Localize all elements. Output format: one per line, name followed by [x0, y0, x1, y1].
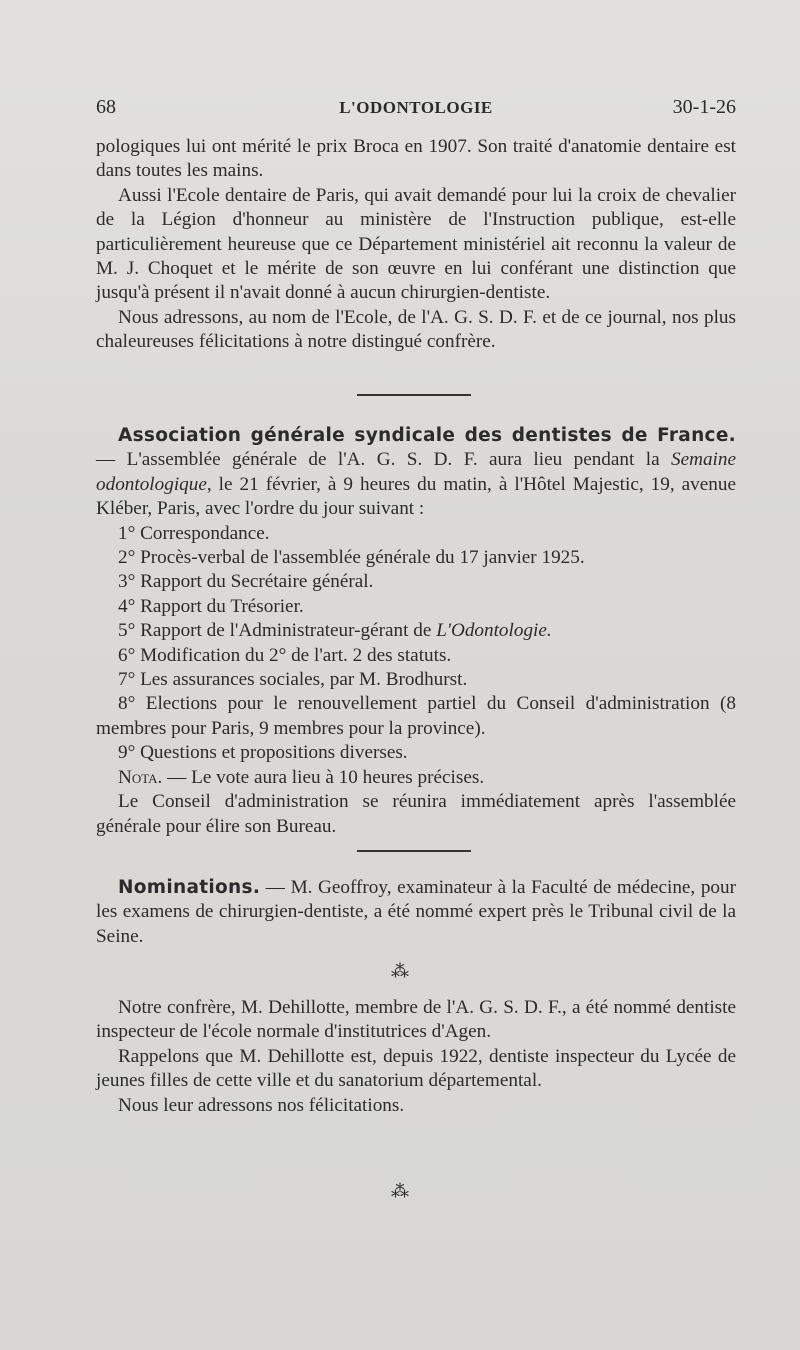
- issue-date: 30-1-26: [672, 96, 736, 118]
- semaine-odontologique: Semaine odontologique: [96, 449, 736, 495]
- journal-title: L'ODONTOLOGIE: [339, 98, 493, 117]
- nominations-title: Nominations.: [118, 877, 261, 898]
- section-divider: [357, 850, 471, 852]
- agenda-item: 8° Elections pour le renouvellement partiel du Conseil d'administration (8 membres pour Paris, 9 membres pour la province).: [96, 693, 736, 739]
- nota-text: — Le vote aura lieu à 10 heures précises.: [162, 766, 485, 788]
- association-intro-a: L'assemblée générale de l'A. G. S. D. F. aura lieu pendant la: [126, 449, 671, 471]
- running-header: [96, 96, 736, 126]
- page-number: 68: [96, 96, 116, 118]
- agenda-item: 4° Rapport du Trésorier.: [118, 595, 304, 617]
- nomination-dehillotte: Notre confrère, M. Dehillotte, membre de l'A. G. S. D. F., a été nommé dentiste inspecteur de l'école normale d'institutrices d'Agen.: [96, 997, 736, 1043]
- association-closing: Le Conseil d'administration se réunira immédiatement après l'assemblée générale pour élire son Bureau.: [96, 791, 736, 837]
- nominations-section: [96, 876, 736, 949]
- association-section: [96, 424, 736, 839]
- agenda-item: 2° Procès-verbal de l'assemblée générale du 17 janvier 1925.: [118, 547, 585, 569]
- association-intro-b: , le 21 février, à 9 heures du matin, à l'Hôtel Majestic, 19, avenue Kléber, Paris, avec l'ordre du jour suivant :: [96, 473, 736, 520]
- agenda-list: [96, 522, 736, 766]
- nominations-continued: [96, 996, 736, 1118]
- intro-paragraph-1: pologiques lui ont mérité le prix Broca en 1907. Son traité d'anatomie dentaire est dans toutes les mains.: [96, 136, 736, 182]
- nomination-geoffroy: M. Geoffroy, examinateur à la Faculté de médecine, pour les examens de chirurgien-dentiste, a été nommé expert près le Tribunal civil de la Seine.: [96, 877, 736, 947]
- nominations-dash: —: [260, 877, 291, 898]
- association-dash: —: [96, 449, 127, 471]
- dehillotte-background: Rappelons que M. Dehillotte est, depuis 1922, dentiste inspecteur du Lycée de jeunes filles de cette ville et du sanatorium départemental.: [96, 1045, 736, 1092]
- asterism: ⁂: [391, 961, 409, 981]
- agenda-item-5-text: 5° Rapport de l'Administrateur-gérant de: [118, 620, 437, 642]
- agenda-item: 1° Correspondance.: [118, 522, 270, 544]
- agenda-item: [96, 619, 736, 643]
- section-divider: [357, 394, 471, 396]
- odontologie-title: L'Odontologie.: [436, 620, 552, 642]
- nota-label: Nota.: [118, 766, 163, 788]
- intro-paragraph-2: Aussi l'Ecole dentaire de Paris, qui avait demandé pour lui la croix de chevalier de la Légion d'honneur au ministère de l'Instruction publique, est-elle particulièrement heureuse que ce Département ministériel ait reconnu la valeur de M. J. Choquet et le mérite de son œuvre en lui conférant une distinction que jusqu'à présent il n'avait donné à aucun chirurgien-dentiste.: [96, 184, 736, 304]
- congratulations: Nous leur adressons nos félicitations.: [118, 1094, 405, 1116]
- intro-section: [96, 135, 736, 355]
- agenda-item: 7° Les assurances sociales, par M. Brodhurst.: [118, 669, 468, 691]
- agenda-item: 6° Modification du 2° de l'art. 2 des statuts.: [118, 644, 452, 666]
- association-title: Association générale syndicale des dentistes de France.: [118, 425, 736, 446]
- agenda-item: 3° Rapport du Secrétaire général.: [118, 571, 374, 593]
- intro-paragraph-3: Nous adressons, au nom de l'Ecole, de l'A. G. S. D. F. et de ce journal, nos plus chaleureuses félicitations à notre distingué confrère.: [96, 306, 736, 353]
- asterism: ⁂: [391, 1181, 409, 1201]
- agenda-item: 9° Questions et propositions diverses.: [118, 742, 408, 764]
